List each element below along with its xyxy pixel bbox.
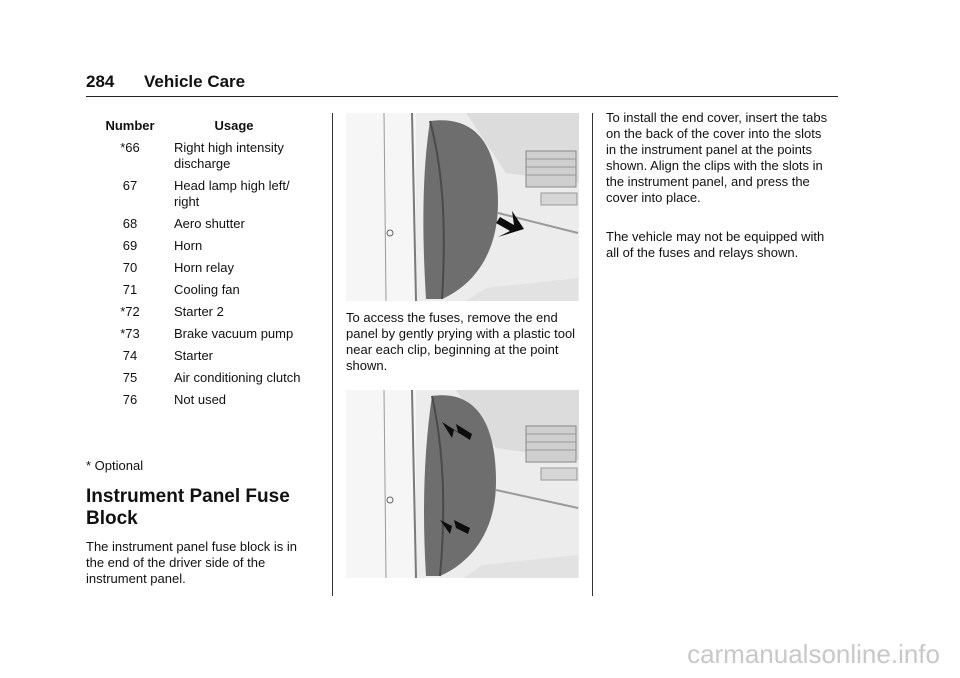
access-instructions: To access the fuses, remove the end panel by gently prying with a plastic tool near each clip, beginning at the point shown. [346, 310, 576, 373]
optional-footnote: * Optional [86, 458, 144, 473]
equipment-note: The vehicle may not be equipped with all of the fuses and relays shown. [606, 229, 825, 260]
fuse-usage: Starter [174, 348, 214, 363]
table-row [86, 304, 326, 320]
fuse-usage: Cooling fan [174, 282, 240, 297]
watermark: carmanualsonline.info [687, 639, 940, 669]
end-panel-photo-2 [346, 390, 579, 578]
page-number: 284 [86, 72, 115, 91]
intro-paragraph: The instrument panel fuse block is in the end of the driver side of the instrument panel. [86, 539, 297, 586]
table-row [86, 238, 326, 254]
fuse-number: 71 [122, 282, 138, 297]
fuse-usage: Right high intensity discharge [174, 140, 284, 171]
fuse-number: 74 [122, 348, 138, 363]
table-row [86, 260, 326, 276]
header-rule [86, 96, 838, 97]
fuse-usage: Head lamp high left/ right [174, 178, 290, 209]
column-header-usage: Usage [214, 118, 254, 133]
end-panel-illustration-two-clips [346, 390, 579, 578]
table-header [86, 118, 326, 134]
fuse-number: 76 [122, 392, 138, 407]
fuse-usage: Air conditioning clutch [174, 370, 301, 385]
fuse-usage: Horn relay [174, 260, 234, 275]
page-header [86, 72, 245, 92]
fuse-number: 69 [122, 238, 138, 253]
fuse-usage: Not used [174, 392, 227, 407]
fuse-number: 70 [122, 260, 138, 275]
end-panel-illustration [346, 113, 579, 301]
fuse-number: 68 [122, 216, 138, 231]
fuse-number: *73 [120, 326, 140, 341]
table-row [86, 140, 326, 172]
fuse-number: 67 [122, 178, 138, 193]
section-title: Vehicle Care [144, 72, 246, 91]
column-divider [592, 113, 593, 596]
table-row [86, 370, 326, 386]
table-row [86, 326, 326, 342]
fuse-number: *72 [120, 304, 140, 319]
end-panel-photo-1 [346, 113, 579, 301]
fuse-usage: Brake vacuum pump [174, 326, 294, 341]
fuse-table [86, 118, 326, 414]
fuse-number: *66 [120, 140, 140, 155]
fuse-usage: Aero shutter [174, 216, 245, 231]
section-heading: Instrument Panel Fuse Block [86, 486, 290, 529]
fuse-number: 75 [122, 370, 138, 385]
table-row [86, 178, 326, 210]
table-row [86, 392, 326, 408]
column-divider [332, 113, 333, 596]
table-row [86, 348, 326, 364]
table-row [86, 216, 326, 232]
fuse-usage: Starter 2 [174, 304, 224, 319]
column-header-number: Number [105, 118, 155, 133]
install-instructions: To install the end cover, insert the tabs on the back of the cover into the slots in the instrument panel at the points shown. Align the clips with the slots in the instrument panel, and press the cover into place. [606, 110, 828, 205]
table-row [86, 282, 326, 298]
fuse-usage: Horn [174, 238, 203, 253]
